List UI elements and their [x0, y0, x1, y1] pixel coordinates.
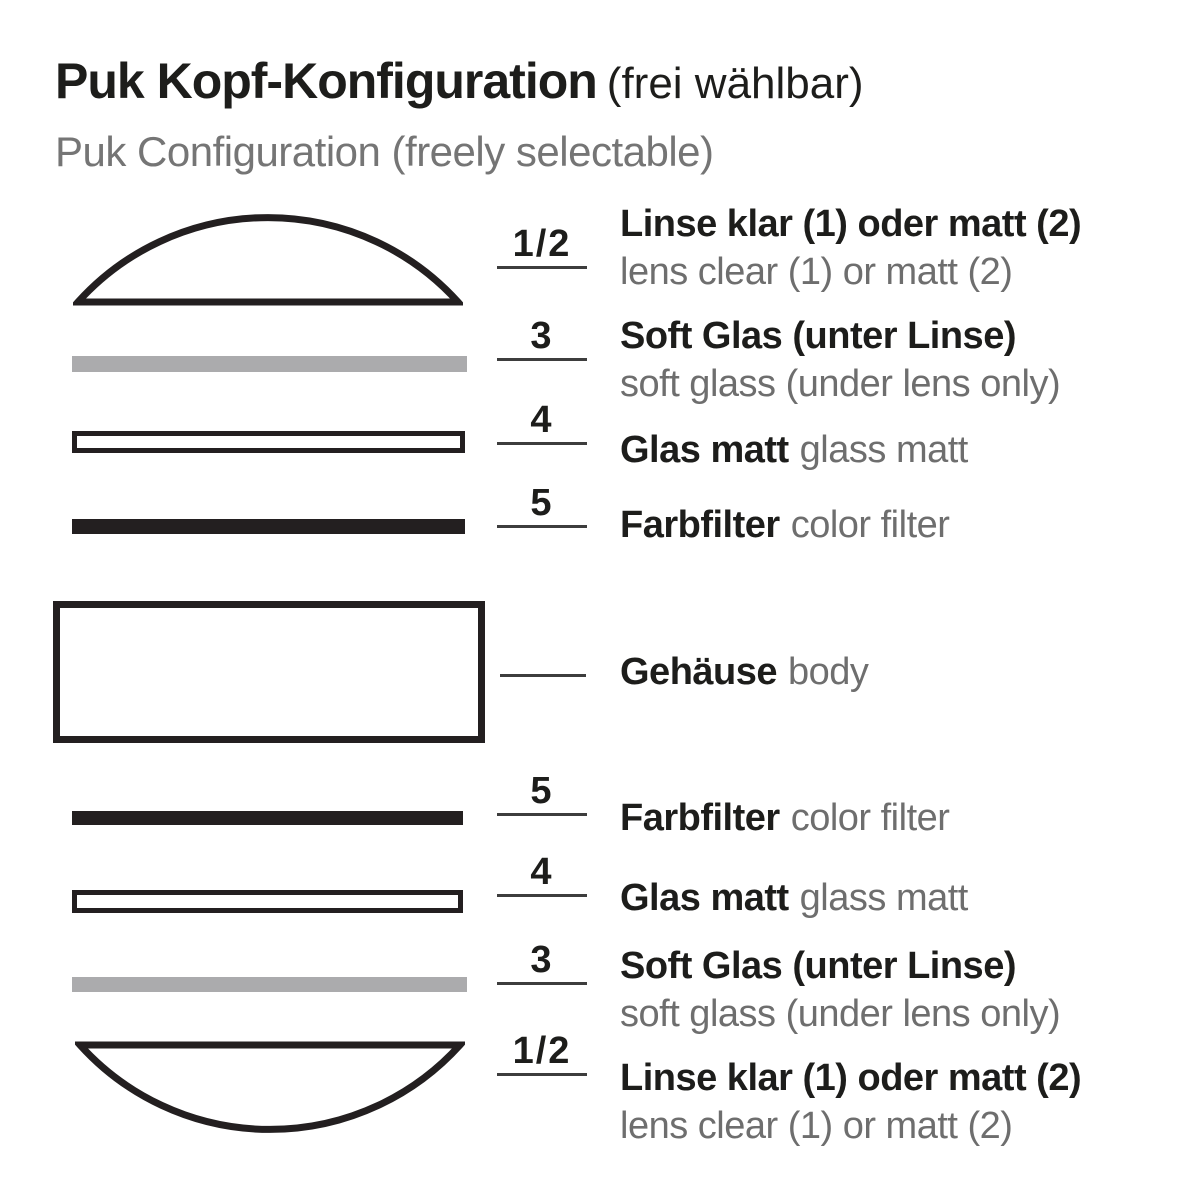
marker-color-filter-bottom-number: 5 [530, 770, 554, 812]
marker-color-filter-bottom [497, 769, 587, 816]
glass-matt-bottom-shape [72, 890, 463, 913]
lens-bottom-outline [80, 1045, 460, 1129]
soft-glass-top-shape [72, 356, 467, 372]
marker-color-filter-top-number: 5 [530, 482, 554, 524]
leader-line-lens-top [497, 266, 587, 269]
page-title-suffix: (frei wählbar) [606, 59, 864, 108]
label-color-filter-bottom-de: Farbfilter [620, 797, 780, 839]
label-lens-top-de: Linse klar (1) oder matt (2) [620, 203, 1082, 245]
label-soft-glass-bottom-en: soft glass (under lens only) [620, 993, 1061, 1035]
leader-line-soft-glass-bottom [497, 982, 587, 985]
marker-soft-glass-bottom [497, 938, 587, 985]
label-glass-matt-top-en: glass matt [799, 429, 968, 471]
label-lens-bottom-en: lens clear (1) or matt (2) [620, 1105, 1013, 1147]
marker-glass-matt-bottom-number: 4 [530, 851, 554, 893]
marker-lens-bottom-number: 1/2 [512, 1030, 572, 1072]
page-title: Puk Kopf-Konfiguration [55, 53, 597, 109]
label-glass-matt-bottom-en: glass matt [799, 877, 968, 919]
leader-line-body [500, 674, 586, 677]
page-subtitle: Puk Configuration (freely selectable) [55, 128, 714, 175]
label-glass-matt-bottom [620, 874, 968, 922]
header [55, 52, 864, 110]
label-soft-glass-top [620, 312, 1060, 408]
marker-soft-glass-bottom-number: 3 [530, 939, 554, 981]
color-filter-top-shape [72, 519, 465, 534]
label-color-filter-top-en: color filter [790, 504, 950, 546]
label-glass-matt-bottom-de: Glas matt [620, 877, 789, 919]
marker-glass-matt-top-number: 4 [530, 399, 554, 441]
leader-line-lens-bottom [497, 1073, 587, 1076]
body-shape [53, 601, 485, 743]
leader-line-glass-matt-top [497, 442, 587, 445]
lens-bottom-shape [75, 1040, 465, 1135]
label-color-filter-top [620, 501, 949, 549]
marker-color-filter-top [497, 481, 587, 528]
soft-glass-bottom-shape [72, 977, 467, 992]
glass-matt-top-shape [72, 431, 465, 453]
label-body-en: body [788, 651, 869, 693]
label-color-filter-bottom-en: color filter [790, 797, 950, 839]
marker-lens-top [497, 222, 587, 269]
marker-lens-bottom [497, 1029, 587, 1076]
label-glass-matt-top [620, 426, 968, 474]
label-body [620, 648, 868, 696]
label-color-filter-bottom [620, 794, 949, 842]
label-glass-matt-top-de: Glas matt [620, 429, 789, 471]
leader-line-color-filter-bottom [497, 813, 587, 816]
leader-line-color-filter-top [497, 525, 587, 528]
lens-top-outline [78, 218, 458, 302]
marker-soft-glass-top [497, 314, 587, 361]
label-lens-top [620, 200, 1081, 296]
marker-glass-matt-top [497, 398, 587, 445]
label-lens-bottom [620, 1054, 1081, 1150]
label-lens-top-en: lens clear (1) or matt (2) [620, 251, 1013, 293]
leader-line-soft-glass-top [497, 358, 587, 361]
label-color-filter-top-de: Farbfilter [620, 504, 780, 546]
leader-line-glass-matt-bottom [497, 894, 587, 897]
marker-glass-matt-bottom [497, 850, 587, 897]
marker-lens-top-number: 1/2 [512, 223, 572, 265]
marker-soft-glass-top-number: 3 [530, 315, 554, 357]
label-body-de: Gehäuse [620, 651, 778, 693]
label-lens-bottom-de: Linse klar (1) oder matt (2) [620, 1057, 1082, 1099]
label-soft-glass-bottom-de: Soft Glas (unter Linse) [620, 945, 1016, 987]
label-soft-glass-bottom [620, 942, 1060, 1038]
color-filter-bottom-shape [72, 811, 463, 825]
label-soft-glass-top-en: soft glass (under lens only) [620, 363, 1061, 405]
label-soft-glass-top-de: Soft Glas (unter Linse) [620, 315, 1016, 357]
lens-top-shape [73, 212, 463, 307]
